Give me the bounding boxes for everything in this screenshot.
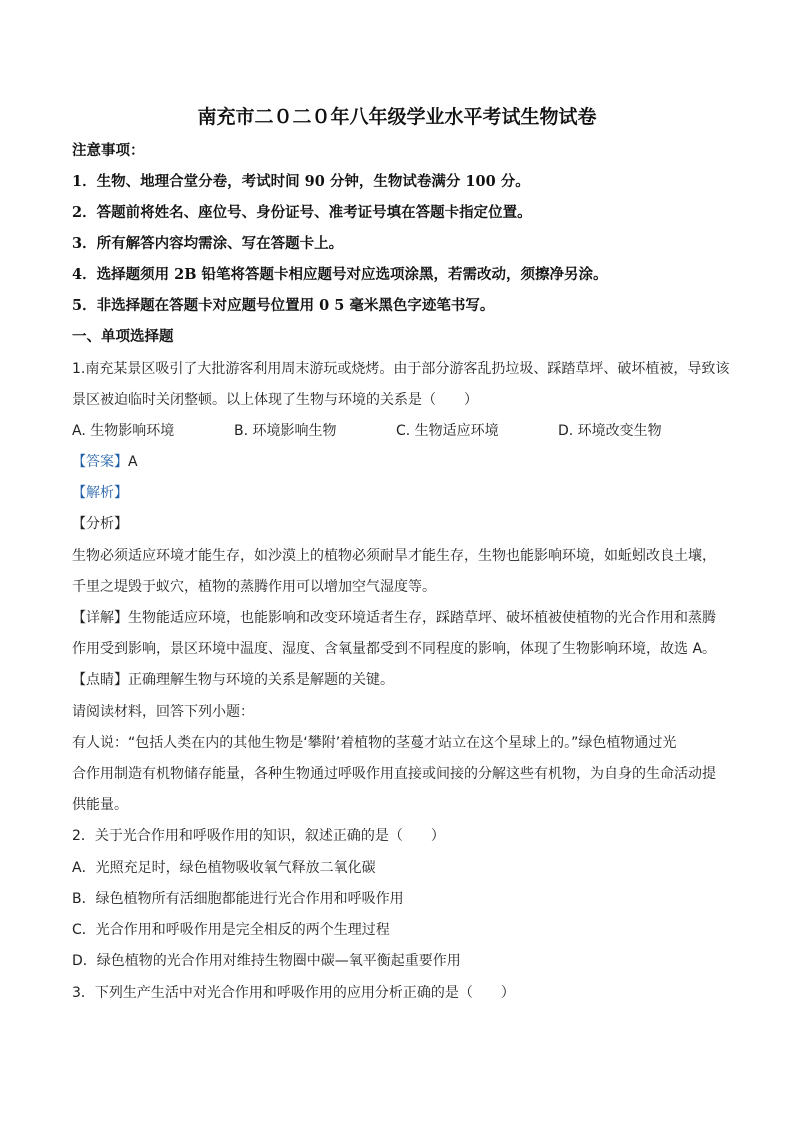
- material-line-1: 有人说：“包括人类在内的其他生物是‘攀附’着植物的茎蔓才站立在这个星球上的。”绿色植物通过光: [72, 735, 677, 751]
- notice-item-5: 5．非选择题在答题卡对应题号位置用 0 5 毫米黑色字迹笔书写。: [72, 297, 495, 314]
- q2-stem: 2．关于光合作用和呼吸作用的知识，叙述正确的是（ ）: [72, 828, 445, 844]
- q1-stem-line-1: 1.南充某景区吸引了大批游客利用周末游玩或烧烤。由于部分游客乱扔垃圾、踩踏草坪、破坏植被，导致该: [72, 361, 730, 377]
- q2-option-c: C．光合作用和呼吸作用是完全相反的两个生理过程: [72, 922, 390, 938]
- detail-text: 生物能适应环境，也能影响和改变环境适者生存，踩踏草坪、破坏植被使植物的光合作用和蒸腾: [128, 610, 716, 626]
- material-line-2: 合作用制造有机物储存能量，各种生物通过呼吸作用直接或间接的分解这些有机物，为自身的生命活动提: [72, 766, 716, 782]
- q1-option-c: C. 生物适应环境: [396, 423, 499, 439]
- notice-item-2: 2．答题前将姓名、座位号、身份证号、准考证号填在答题卡指定位置。: [72, 204, 532, 221]
- q1-fenxi-heading: [72, 514, 128, 534]
- q1-option-b: B. 环境影响生物: [234, 423, 337, 439]
- q1-point: [72, 670, 394, 690]
- answer-tag: 【答案】: [72, 454, 128, 470]
- answer-value: A: [128, 454, 138, 470]
- q1-stem-line-2: 景区被迫临时关闭整顿。以上体现了生物与环境的关系是（ ）: [72, 392, 478, 408]
- q1-answer: [72, 452, 138, 472]
- analysis-tag: 【解析】: [72, 485, 128, 501]
- q2-option-d: D．绿色植物的光合作用对维持生物圈中碳—氧平衡起重要作用: [72, 953, 461, 969]
- q2-option-b: B．绿色植物所有活细胞都能进行光合作用和呼吸作用: [72, 891, 404, 907]
- section-heading: 一、单项选择题: [72, 328, 174, 345]
- q1-detail-line-1: [72, 608, 716, 628]
- q1-option-a: A. 生物影响环境: [72, 423, 175, 439]
- q1-option-d: D. 环境改变生物: [558, 423, 662, 439]
- fenxi-tag: 【分析】: [72, 516, 128, 532]
- point-tag: 【点睛】: [72, 672, 128, 688]
- notice-item-3: 3．所有解答内容均需涂、写在答题卡上。: [72, 235, 344, 252]
- detail-tag: 【详解】: [72, 610, 128, 626]
- notice-heading: 注意事项：: [72, 142, 145, 159]
- q3-stem: 3．下列生产生活中对光合作用和呼吸作用的应用分析正确的是（ ）: [72, 985, 515, 1001]
- q1-fenxi-line-1: 生物必须适应环境才能生存，如沙漠上的植物必须耐旱才能生存，生物也能影响环境，如蚯蚓改良土壤，: [72, 548, 716, 564]
- q2-option-a: A．光照充足时，绿色植物吸收氧气释放二氧化碳: [72, 860, 376, 876]
- material-line-3: 供能量。: [72, 797, 128, 813]
- material-intro: 请阅读材料，回答下列小题：: [72, 704, 254, 720]
- q1-detail-line-2: 作用受到影响，景区环境中温度、湿度、含氧量都受到不同程度的影响，体现了生物影响环境，故选 A。: [72, 641, 717, 657]
- q1-fenxi-line-2: 千里之堤毁于蚁穴，植物的蒸腾作用可以增加空气湿度等。: [72, 579, 436, 595]
- notice-item-1: 1．生物、地理合堂分卷，考试时间 90 分钟，生物试卷满分 100 分。: [72, 173, 530, 190]
- notice-item-4: 4．选择题须用 2B 铅笔将答题卡相应题号对应选项涂黑，若需改动，须擦净另涂。: [72, 266, 608, 283]
- q1-analysis-heading: [72, 483, 128, 503]
- page-title: 南充市二０二０年八年级学业水平考试生物试卷: [197, 106, 597, 128]
- point-text: 正确理解生物与环境的关系是解题的关键。: [128, 672, 394, 688]
